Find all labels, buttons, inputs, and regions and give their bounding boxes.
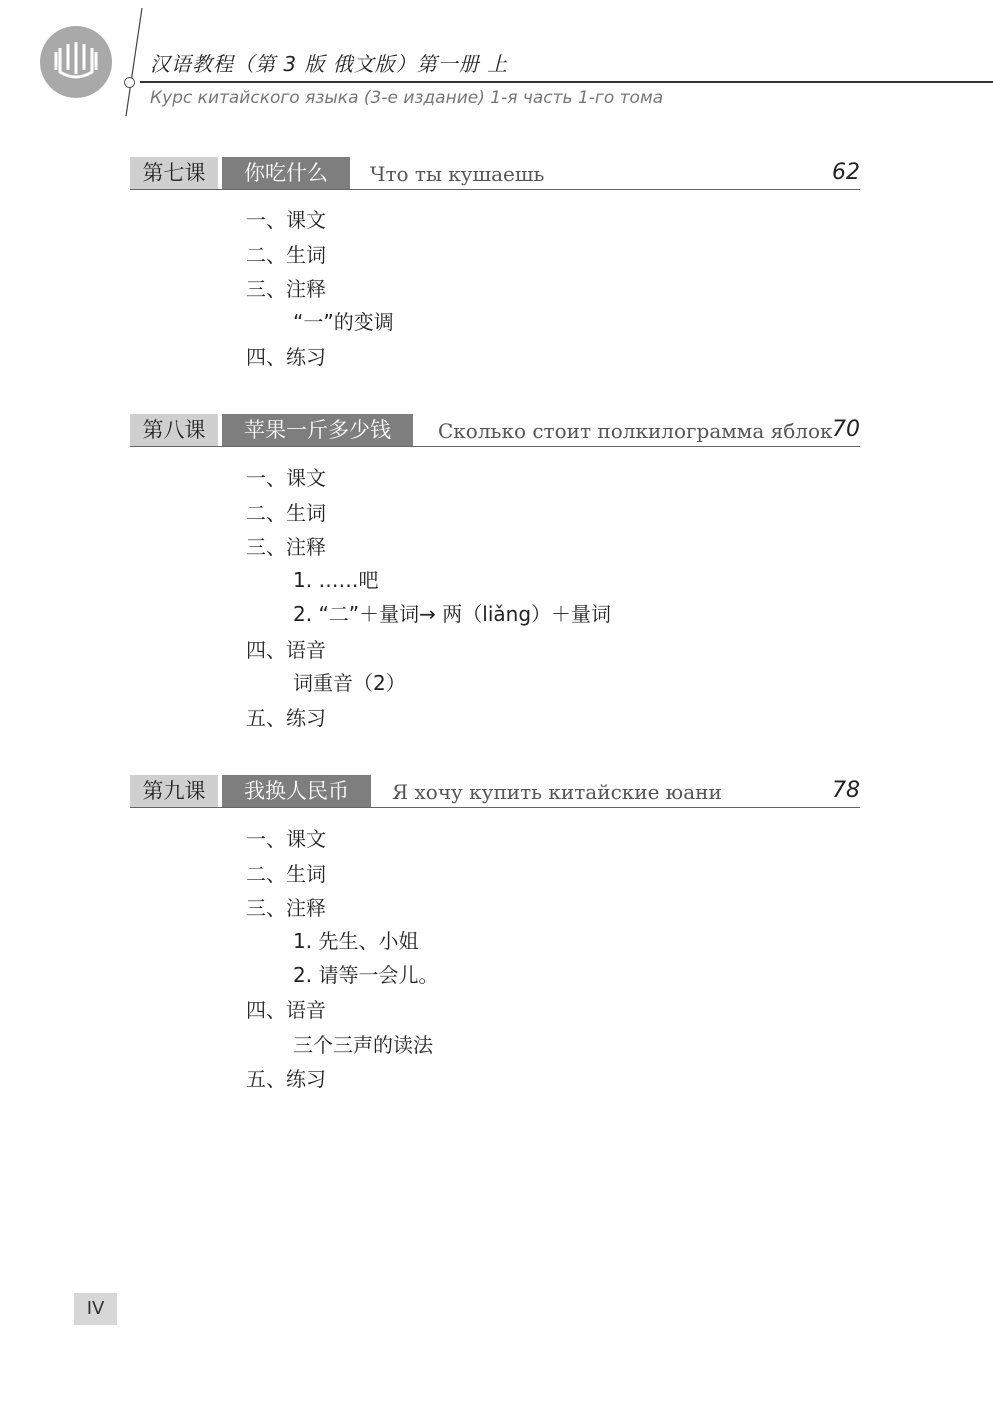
toc-item[interactable]: 四、语音 [246, 638, 326, 662]
lesson-7-heading[interactable] [130, 157, 860, 190]
toc-item[interactable]: 二、生词 [246, 862, 326, 886]
lesson-title-cn: 你吃什么 [222, 157, 350, 189]
book-title: 汉语教程（第 3 版 俄文版）第一册 上 [150, 52, 509, 76]
lesson-number: 第七课 [130, 157, 218, 189]
toc-item[interactable]: 三、注释 [246, 277, 326, 301]
page-number: IV [74, 1293, 117, 1325]
lesson-number: 第八课 [130, 414, 218, 446]
lesson-page: 70 [832, 417, 860, 442]
book-logo-icon [40, 26, 112, 98]
toc-item[interactable]: 二、生词 [246, 243, 326, 267]
lesson-9-heading[interactable] [130, 775, 860, 808]
header-rule [140, 81, 993, 83]
toc-item[interactable]: 四、练习 [246, 345, 326, 369]
toc-subitem[interactable]: 2. “二”＋量词→ 两（liǎng）＋量词 [293, 602, 612, 626]
lesson-title-cn: 苹果一斤多少钱 [222, 414, 413, 446]
lesson-page: 78 [832, 778, 860, 803]
toc-subitem[interactable]: 1. ……吧 [293, 568, 379, 592]
book-subtitle: Курс китайского языка (3-е издание) 1-я часть 1-го тома [150, 88, 664, 108]
toc-subitem[interactable]: 2. 请等一会儿。 [293, 963, 439, 987]
toc-item[interactable]: 一、课文 [246, 208, 326, 232]
toc-subitem[interactable]: 词重音（2） [293, 671, 406, 695]
toc-item[interactable]: 一、课文 [246, 827, 326, 851]
header-slash-decoration [120, 6, 150, 118]
lesson-title-ru: Я хочу купить китайские юани [392, 780, 722, 804]
toc-subitem[interactable]: 1. 先生、小姐 [293, 929, 419, 953]
toc-subitem[interactable]: 三个三声的读法 [293, 1033, 433, 1057]
toc-item[interactable]: 五、练习 [246, 706, 326, 730]
toc-item[interactable]: 四、语音 [246, 998, 326, 1022]
toc-item[interactable]: 一、课文 [246, 466, 326, 490]
toc-subitem[interactable]: “一”的变调 [293, 310, 394, 334]
toc-item[interactable]: 二、生词 [246, 501, 326, 525]
lesson-8-heading[interactable] [130, 414, 860, 447]
toc-item[interactable]: 三、注释 [246, 535, 326, 559]
lesson-title-ru: Что ты кушаешь [370, 162, 545, 186]
lesson-title-cn: 我换人民币 [222, 775, 371, 807]
lesson-page: 62 [832, 160, 860, 185]
toc-item[interactable]: 五、练习 [246, 1067, 326, 1091]
toc-item[interactable]: 三、注释 [246, 896, 326, 920]
lesson-title-ru: Сколько стоит полкилограмма яблок [438, 419, 833, 443]
lesson-number: 第九课 [130, 775, 218, 807]
header-rule-dot [124, 77, 135, 88]
